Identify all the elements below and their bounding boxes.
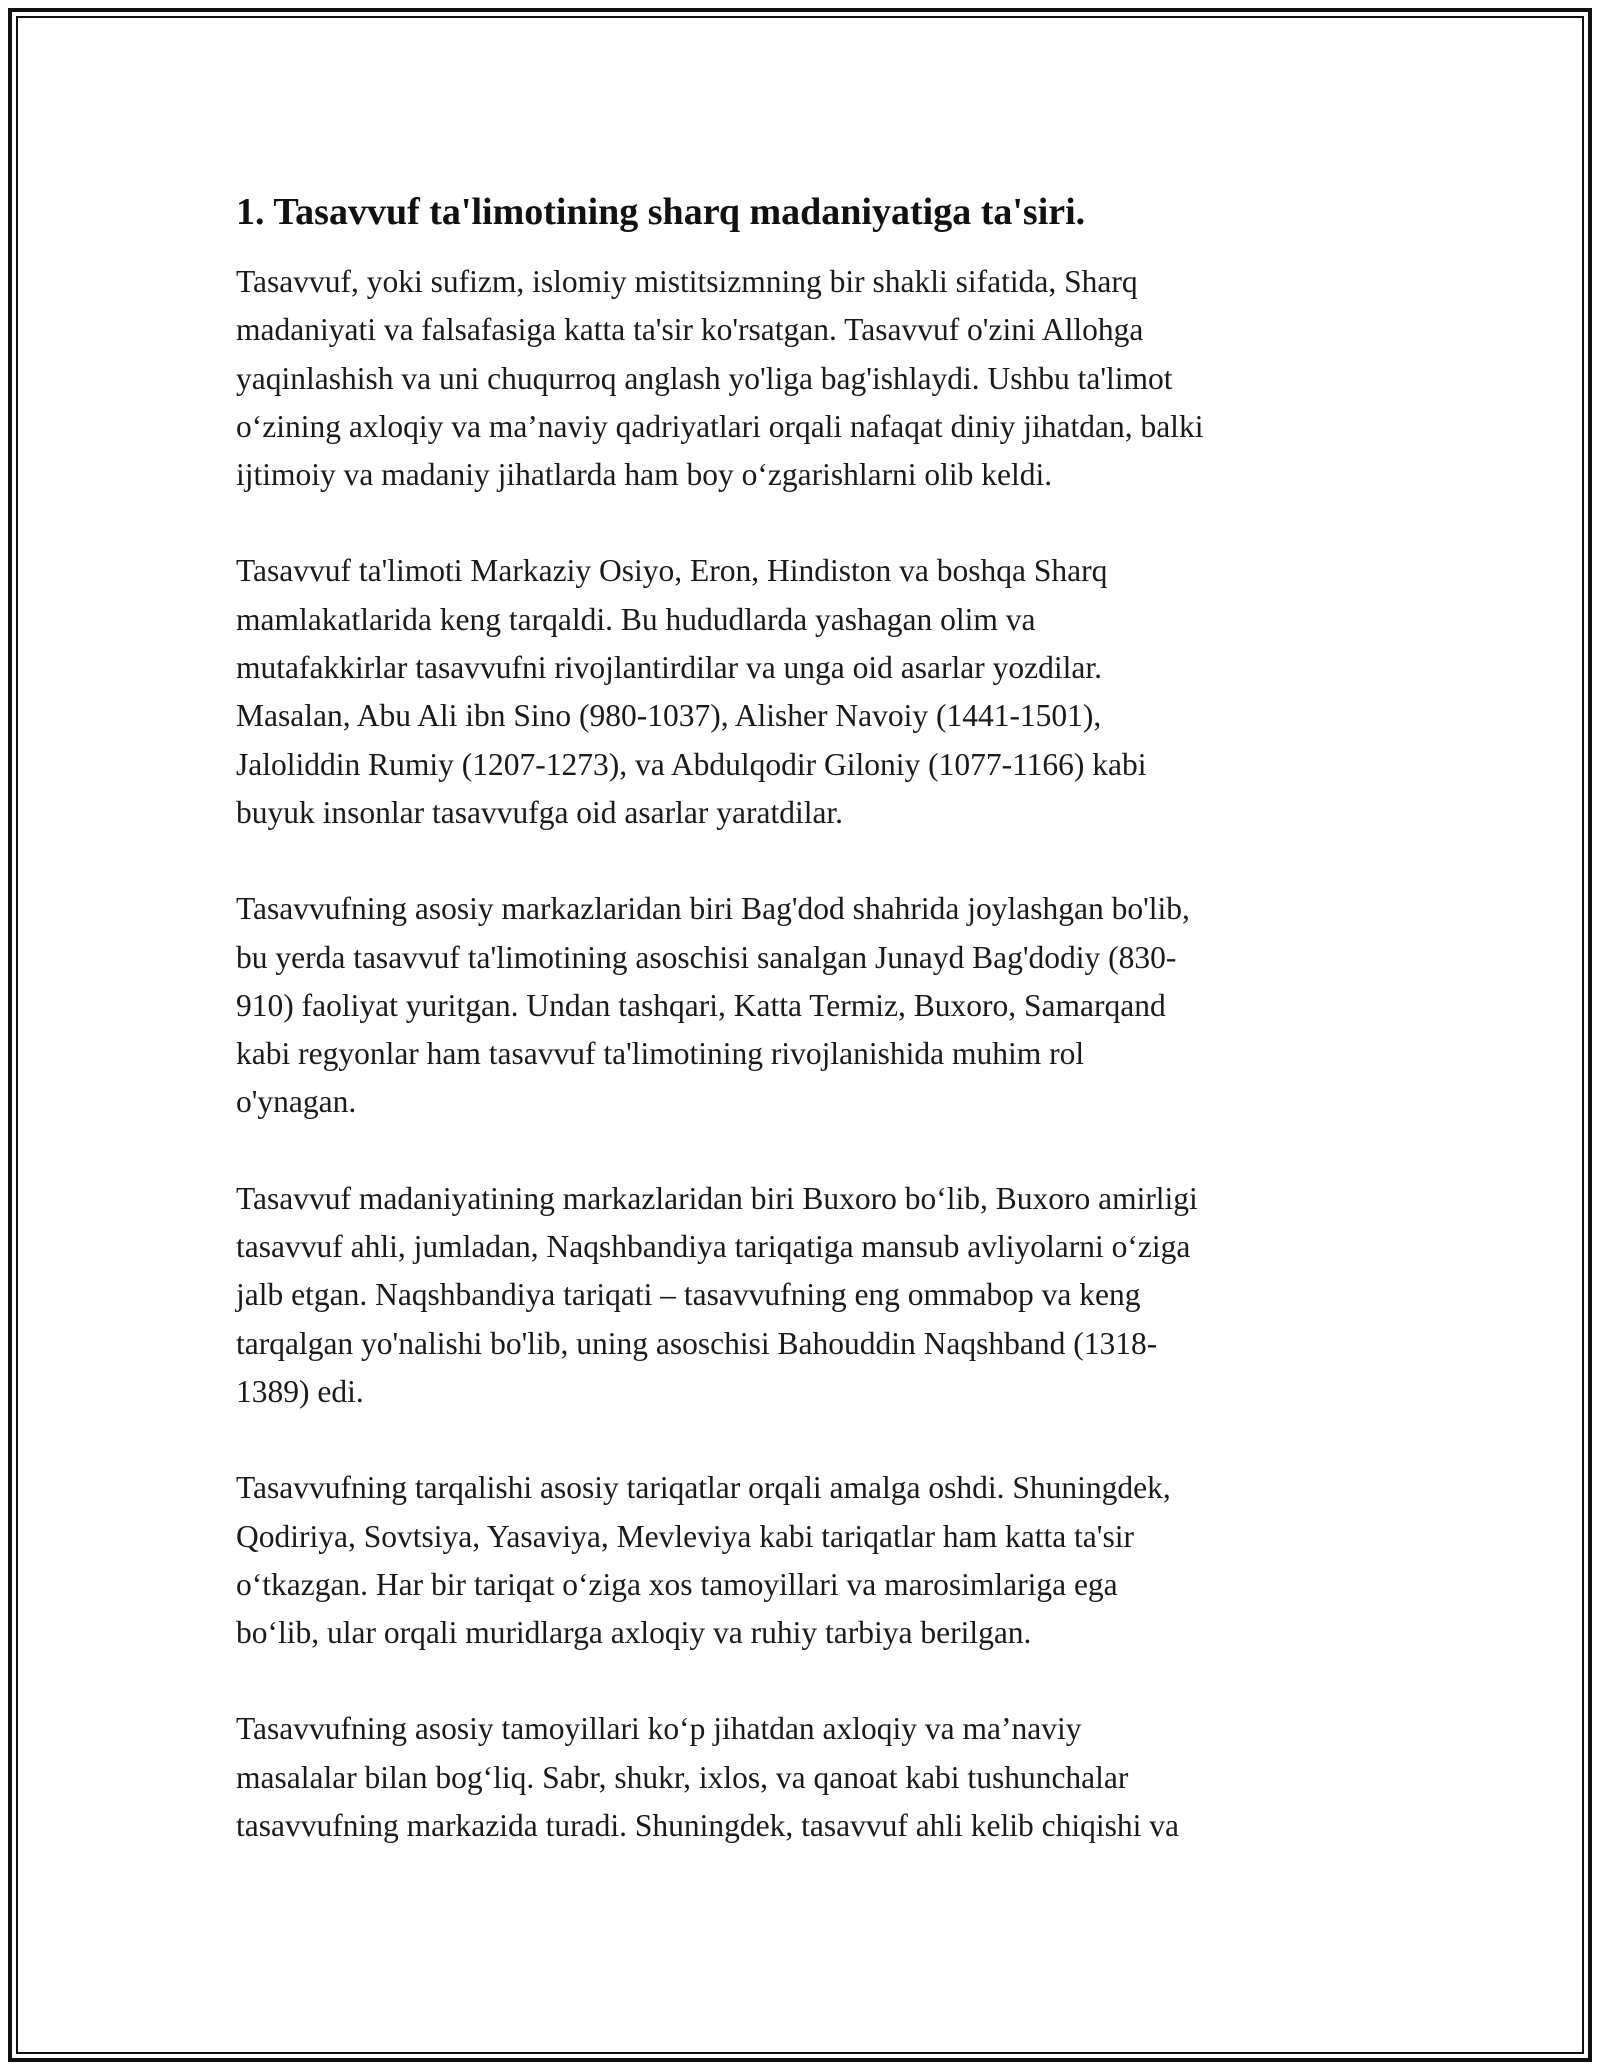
paragraph-line: mutafakkirlar tasavvufni rivojlantirdilar va unga oid asarlar yozdilar.	[236, 650, 1102, 686]
paragraph-1	[236, 258, 1376, 499]
paragraph-line: tarqalgan yo'nalishi bo'lib, uning asoschisi Bahouddin Naqshband (1318-	[236, 1325, 1158, 1361]
paragraph-line: o‘tkazgan. Har bir tariqat o‘ziga xos tamoyillari va marosimlariga ega	[236, 1566, 1118, 1602]
paragraph-line: buyuk insonlar tasavvufga oid asarlar yaratdilar.	[236, 794, 844, 830]
paragraph-line: o'ynagan.	[236, 1084, 357, 1120]
paragraph-line: Tasavvufning tarqalishi asosiy tariqatlar orqali amalga oshdi. Shuningdek,	[236, 1470, 1171, 1506]
paragraph-2	[236, 547, 1376, 837]
paragraph-line: Qodiriya, Sovtsiya, Yasaviya, Mevleviya kabi tariqatlar ham katta ta'sir	[236, 1518, 1134, 1554]
paragraph-line: masalalar bilan bog‘liq. Sabr, shukr, ixlos, va qanoat kabi tushunchalar	[236, 1759, 1129, 1795]
paragraph-line: Tasavvuf madaniyatining markazlaridan biri Buxoro bo‘lib, Buxoro amirligi	[236, 1180, 1198, 1216]
paragraph-line: o‘zining axloqiy va ma’naviy qadriyatlari orqali nafaqat diniy jihatdan, balki	[236, 408, 1204, 444]
paragraph-line: bu yerda tasavvuf ta'limotining asoschisi sanalgan Junayd Bag'dodiy (830-	[236, 939, 1177, 975]
paragraph-line: 1389) edi.	[236, 1373, 364, 1409]
paragraph-line: mamlakatlarida keng tarqaldi. Bu hududlarda yashagan olim va	[236, 601, 1036, 637]
paragraph-line: Tasavvufning asosiy markazlaridan biri Bag'dod shahrida joylashgan bo'lib,	[236, 891, 1190, 927]
document-body	[236, 186, 1376, 1898]
paragraph-6	[236, 1705, 1376, 1850]
paragraph-line: yaqinlashish va uni chuqurroq anglash yo'liga bag'ishlaydi. Ushbu ta'limot	[236, 360, 1173, 396]
paragraph-line: tasavvufning markazida turadi. Shuningdek, tasavvuf ahli kelib chiqishi va	[236, 1808, 1180, 1844]
paragraph-line: bo‘lib, ular orqali muridlarga axloqiy va ruhiy tarbiya berilgan.	[236, 1615, 1032, 1651]
paragraph-line: Tasavvufning asosiy tamoyillari ko‘p jihatdan axloqiy va ma’naviy	[236, 1711, 1082, 1747]
paragraph-line: jalb etgan. Naqshbandiya tariqati – tasavvufning eng ommabop va keng	[236, 1277, 1141, 1313]
paragraph-line: madaniyati va falsafasiga katta ta'sir ko'rsatgan. Tasavvuf o'zini Allohga	[236, 312, 1144, 348]
section-heading: 1. Tasavvuf ta'limotining sharq madaniyatiga ta'siri.	[236, 191, 1086, 233]
paragraph-line: Tasavvuf, yoki sufizm, islomiy mistitsizmning bir shakli sifatida, Sharq	[236, 264, 1138, 299]
paragraph-5	[236, 1464, 1376, 1657]
paragraph-line: Tasavvuf ta'limoti Markaziy Osiyo, Eron, Hindiston va boshqa Sharq	[236, 553, 1108, 589]
paragraph-line: kabi regyonlar ham tasavvuf ta'limotining rivojlanishida muhim rol	[236, 1036, 1085, 1072]
paragraph-line: 910) faoliyat yuritgan. Undan tashqari, Katta Termiz, Buxoro, Samarqand	[236, 987, 1166, 1023]
paragraph-line: tasavvuf ahli, jumladan, Naqshbandiya tariqatiga mansub avliyolarni o‘ziga	[236, 1229, 1191, 1265]
paragraph-line: ijtimoiy va madaniy jihatlarda ham boy o‘zgarishlarni olib keldi.	[236, 457, 1053, 493]
paragraph-line: Masalan, Abu Ali ibn Sino (980-1037), Alisher Navoiy (1441-1501),	[236, 698, 1102, 734]
paragraph-line: Jaloliddin Rumiy (1207-1273), va Abdulqodir Giloniy (1077-1166) kabi	[236, 746, 1147, 782]
paragraph-3	[236, 885, 1376, 1126]
paragraph-4	[236, 1175, 1376, 1416]
